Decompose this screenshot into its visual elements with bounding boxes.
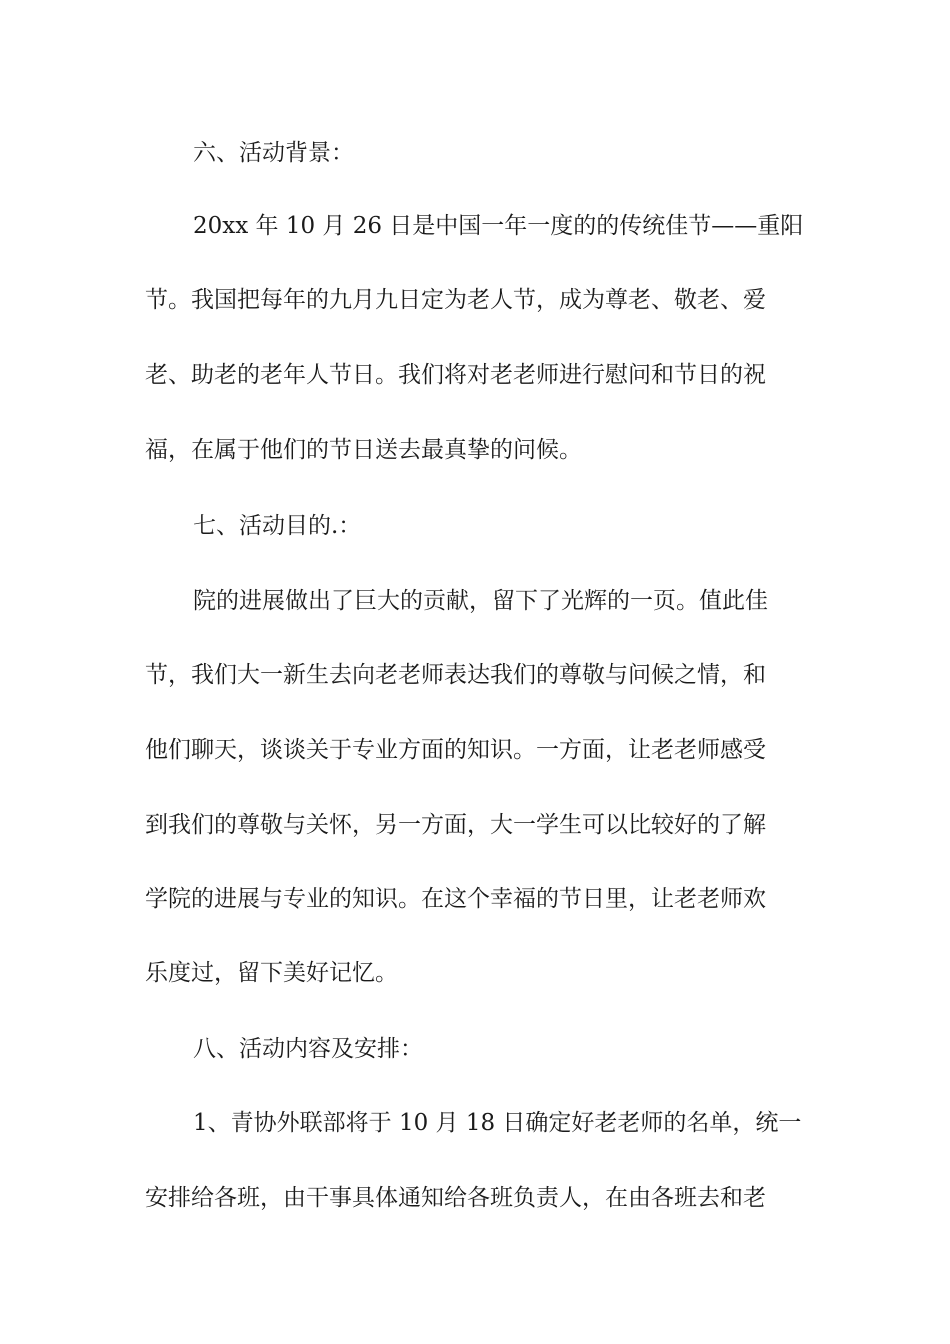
section-heading-purpose: 七、活动目的.：	[193, 513, 362, 539]
paragraph-line: 20xx 年 10 月 26 日是中国一年一度的的传统佳节——重阳	[193, 213, 804, 239]
paragraph-line: 乐度过，留下美好记忆。	[145, 960, 398, 986]
paragraph-line: 节。我国把每年的九月九日定为老人节，成为尊老、敬老、爱	[145, 287, 766, 313]
paragraph-line: 老、助老的老年人节日。我们将对老老师进行慰问和节日的祝	[145, 362, 766, 388]
paragraph-line: 他们聊天，谈谈关于专业方面的知识。一方面，让老老师感受	[145, 737, 766, 763]
paragraph-line: 1、青协外联部将于 10 月 18 日确定好老老师的名单，统一	[193, 1110, 802, 1136]
paragraph-line: 学院的进展与专业的知识。在这个幸福的节日里，让老老师欢	[145, 886, 766, 912]
paragraph-line: 到我们的尊敬与关怀，另一方面，大一学生可以比较好的了解	[145, 812, 766, 838]
paragraph-line: 院的进展做出了巨大的贡献，留下了光辉的一页。值此佳	[193, 588, 768, 614]
paragraph-line: 福，在属于他们的节日送去最真挚的问候。	[145, 437, 582, 463]
section-heading-background: 六、活动背景：	[193, 140, 354, 166]
section-heading-content: 八、活动内容及安排：	[193, 1036, 423, 1062]
paragraph-line: 安排给各班，由干事具体通知给各班负责人，在由各班去和老	[145, 1185, 766, 1211]
paragraph-line: 节，我们大一新生去向老老师表达我们的尊敬与问候之情，和	[145, 662, 766, 688]
